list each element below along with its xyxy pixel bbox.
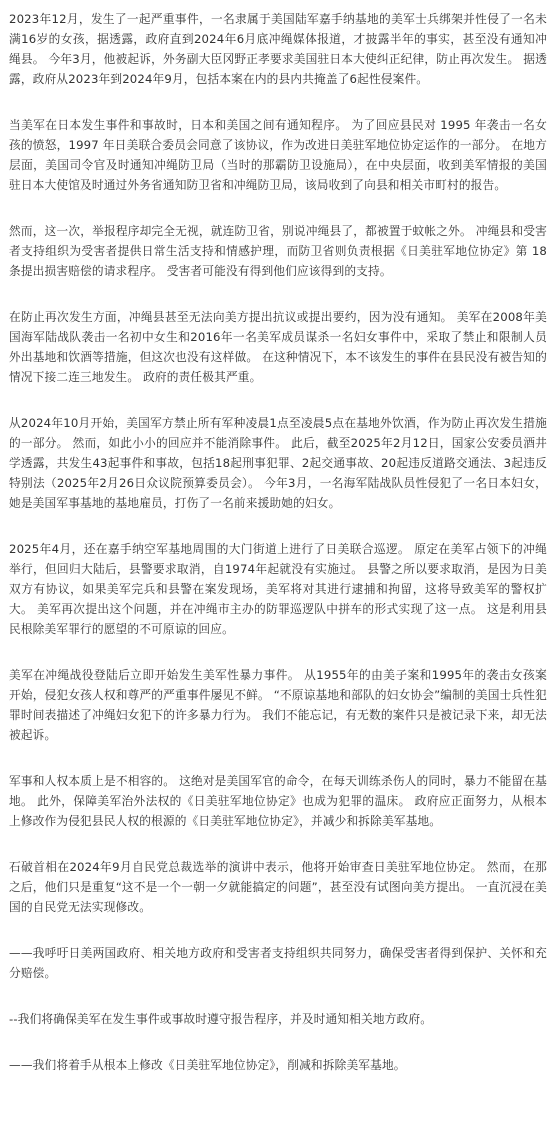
paragraph-8: 军事和人权本质上是不相容的。 这绝对是美国军官的命令，在每天训练杀伤人的同时，暴力不能留在基地。 此外，保障美军治外法权的《日美驻军地位协定》也成为犯罪的温床。 政府应正面努力，从根本上修改作为侵犯县民人权的根源的《日美驻军地位协定》，并减少和拆除美军基地。 (9, 774, 547, 828)
paragraph-1: 2023年12月，发生了一起严重事件，一名隶属于美国陆军嘉手纳基地的美军士兵绑架并性侵了一名未满16岁的女孩，据透露，政府直到2024年6月底冲绳媒体报道，才披露半年的事实，甚至没有通知冲绳县。 今年3月，他被起诉，外务副大臣冈野正孝要求美国驻日本大使纠正纪律，防止再次发生。 据透露，政府从2023年到2024年9月，包括本案在内的县内共掩盖了6起性侵案件。 (9, 12, 547, 86)
paragraph-9: 石破首相在2024年9月自民党总裁选举的演讲中表示，他将开始审查日美驻军地位协定。 然而，在那之后，他们只是重复“这不是一个一朝一夕就能搞定的问题”，甚至没有试图向美方提出。 一直沉浸在美国的自民党无法实现修改。 (9, 860, 547, 914)
paragraph-7: 美军在冲绳战役登陆后立即开始发生美军性暴力事件。 从1955年的由美子案和1995年的袭击女孩案开始，侵犯女孩人权和尊严的严重事件屡见不鲜。 “不原谅基地和部队的妇女协会”编制的美国士兵性犯罪时间表描述了冲绳妇女犯下的许多暴力行为。 我们不能忘记，有无数的案件只是被记录下来，却无法被起诉。 (9, 668, 547, 742)
paragraph-12: ——我们将着手从根本上修改《日美驻军地位协定》，削减和拆除美军基地。 (9, 1058, 406, 1072)
paragraph-10: ——我呼吁日美两国政府、相关地方政府和受害者支持组织共同努力，确保受害者得到保护、关怀和充分赔偿。 (9, 946, 547, 980)
paragraph-4: 在防止再次发生方面，冲绳县甚至无法向美方提出抗议或提出要约，因为没有通知。 美军在2008年美国海军陆战队袭击一名初中女生和2016年一名美军成员谋杀一名妇女事件中，采取了禁止和限制人员外出基地和饮酒等措施，但这次也没有这样做。 在这种情况下，本不该发生的事件在县民没有被告知的情况下接二连三地发生。 政府的责任极其严重。 (9, 310, 547, 384)
paragraph-11: --我们将确保美军在发生事件或事故时遵守报告程序，并及时通知相关地方政府。 (9, 1012, 433, 1026)
paragraph-2: 当美军在日本发生事件和事故时，日本和美国之间有通知程序。 为了回应县民对 1995 年袭击一名女孩的愤怒，1997 年日美联合委员会同意了该协议，作为改进日美驻军地位协定运作的一部分。 在地方层面，美国司令官及时通知冲绳防卫局（当时的那霸防卫设施局），在中央层面，收到美军情报的美国驻日本大使馆及时通过外务省通知防卫省和冲绳防卫局，该局收到了向县和相关市町村的报告。 (9, 118, 547, 192)
paragraph-3: 然而，这一次，举报程序却完全无视，就连防卫省，别说冲绳县了，都被置于蚊帐之外。 冲绳县和受害者支持组织为受害者提供日常生活支持和情感护理，而防卫省则负责根据《日美驻军地位协定》第 18 条提出损害赔偿的请求程序。 受害者可能没有得到他们应该得到的支持。 (9, 224, 547, 278)
paragraph-6: 2025年4月，还在嘉手纳空军基地周围的大门街道上进行了日美联合巡逻。 原定在美军占领下的冲绳举行，但回归大陆后，县警要求取消，自1974年起就没有实施过。 县警之所以要求取消，是因为日美双方有协议，如果美军完兵和县警在案发现场，美军将对其进行逮捕和拘留，这将导致美军的警权扩大。 美军再次提出这个问题，并在冲绳市主办的防罪巡逻队中拼车的形式实现了这一点。 这是利用县民根除美军罪行的愿望的不可原谅的回应。 (9, 542, 547, 636)
paragraph-5: 从2024年10月开始，美国军方禁止所有军种凌晨1点至凌晨5点在基地外饮酒，作为防止再次发生措施的一部分。 然而，如此小小的回应并不能消除事件。 此后，截至2025年2月12日，国家公安委员酒井学透露，共发生43起事件和事故，包括18起刑事犯罪、2起交通事故、20起违反道路交通法、3起违反特别法（2025年2月26日众议院预算委员会）。 今年3月，一名海军陆战队员性侵犯了一名日本妇女，她是美国军事基地的基地雇员，打伤了一名前来援助她的妇女。 (9, 416, 547, 510)
